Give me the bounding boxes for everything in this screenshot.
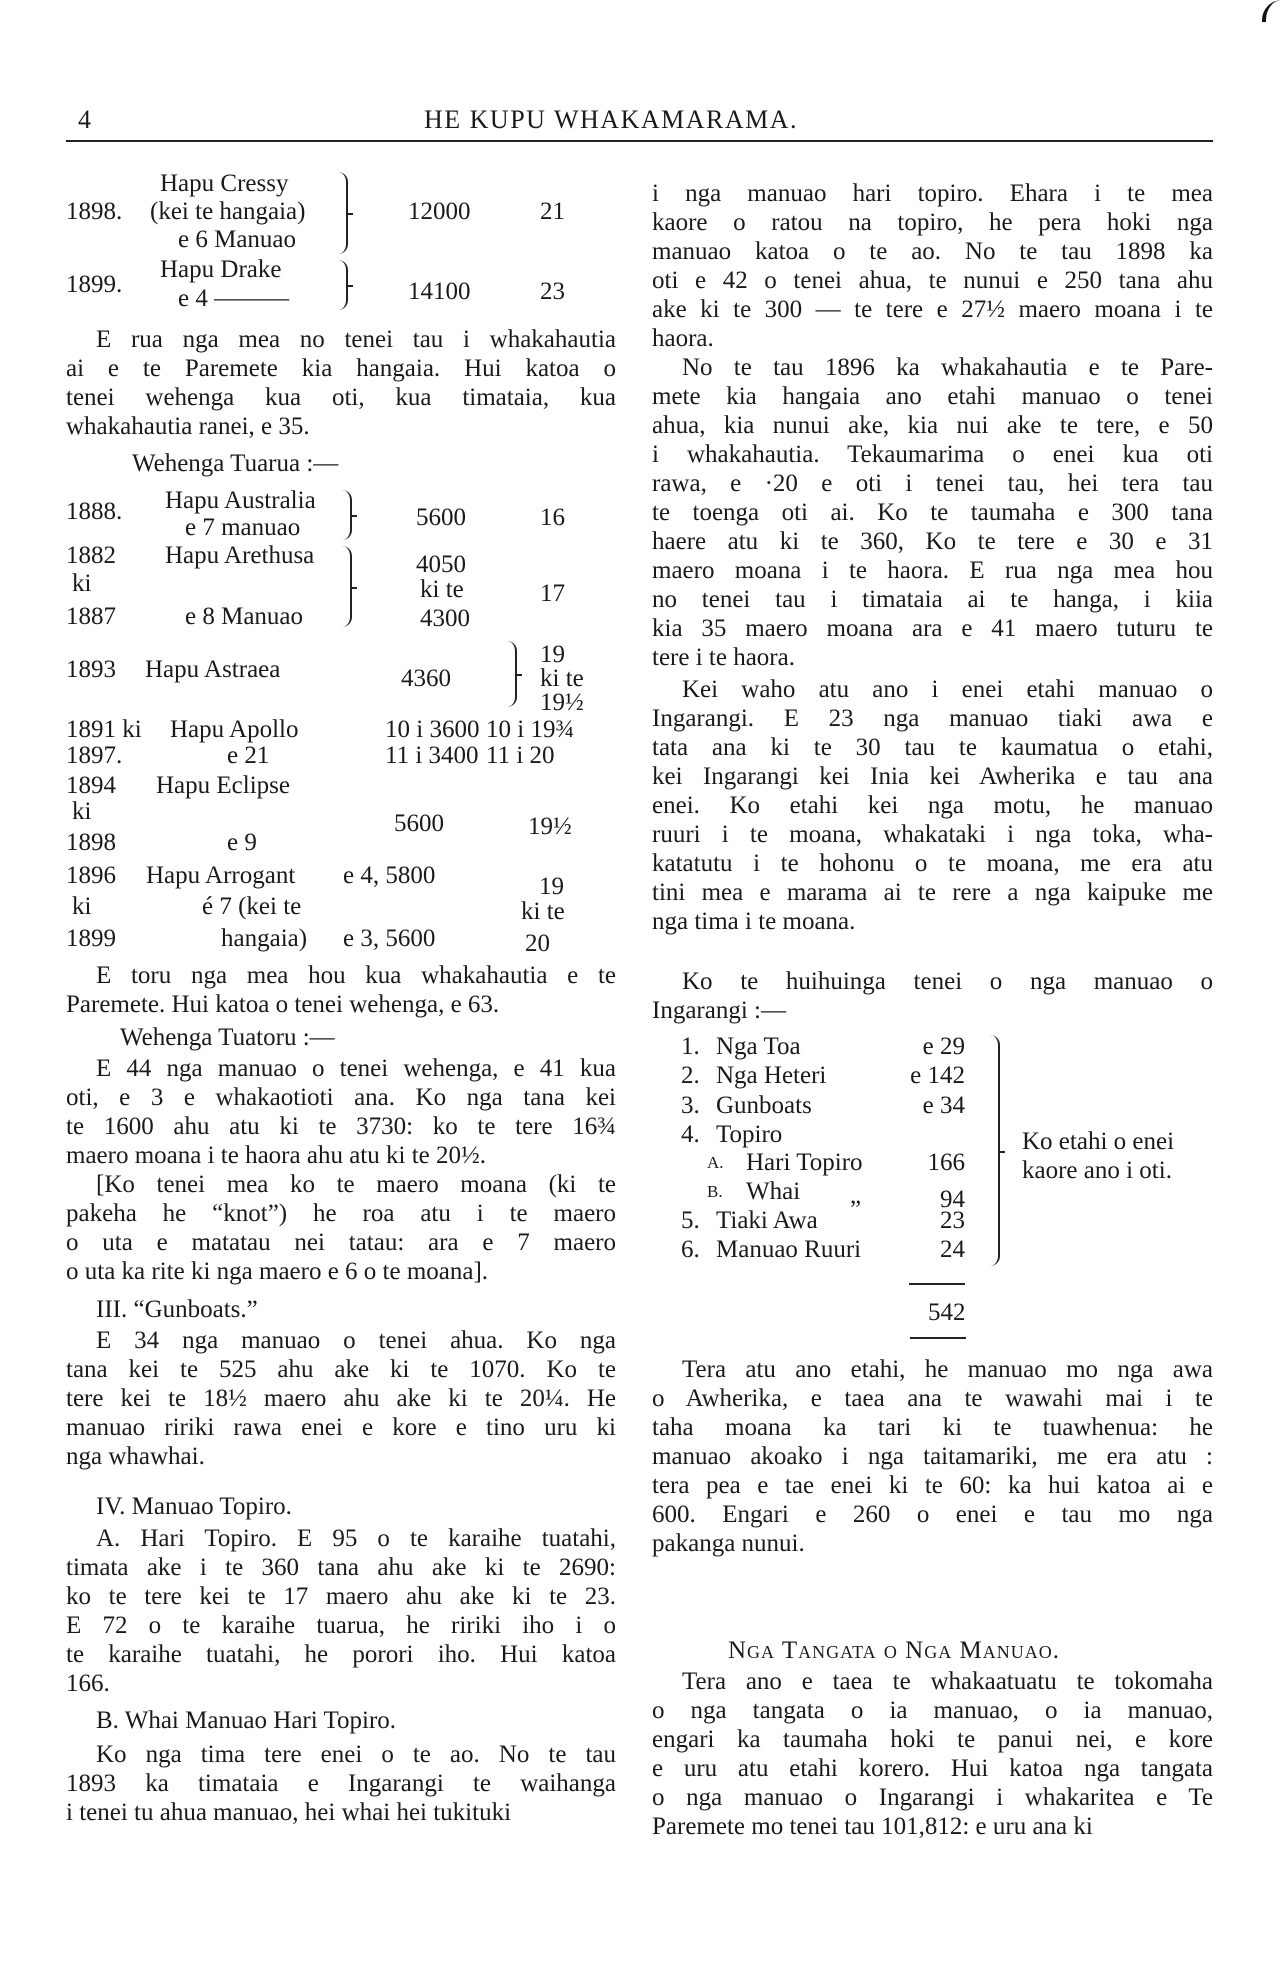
speed: 10 i 19¾ [486, 716, 575, 743]
speed-to: ki te [540, 665, 584, 692]
text-line: i tenei tu ahua manuao, hei whai hei tukituki [66, 1799, 512, 1826]
text-line: o nga tangata o ia manuao, o ia manuao, [652, 1697, 1213, 1724]
text-line: enei. Ko etahi kei nga motu, he manuao [652, 792, 1213, 819]
text-line: manuao katoa o te ao. No te tau 1898 ka [652, 238, 1213, 265]
speed-to: ki te [521, 898, 565, 925]
text-line: A. Hari Topiro. E 95 o te karaihe tuatahi, [96, 1525, 616, 1552]
tonnage: 5600 [416, 504, 466, 531]
text-line: nga tima i te moana. [652, 908, 856, 935]
speed: 16 [540, 504, 565, 531]
text-line: 166. [66, 1670, 110, 1697]
year: 1899 [66, 925, 116, 952]
text-line: Ko nga tima tere enei o te ao. No te tau [96, 1741, 616, 1768]
text-line: katatutu i te hohonu o te moana, me era atu [652, 850, 1213, 877]
brace [340, 546, 352, 627]
text-line: rawa, e ·20 e oti i tenei tau, hei tera tau [652, 470, 1213, 497]
year: 1888. [66, 498, 123, 525]
text-line: mete kia hangaia ano etahi manuao o tenei [652, 383, 1213, 410]
year: 1896 [66, 862, 116, 889]
text-line: E 44 nga manuao o tenei wehenga, e 41 kua [96, 1055, 616, 1082]
list-value: e 142 [910, 1062, 965, 1089]
paragraph [66, 325, 616, 441]
text-line: maero moana i te haora ahu atu ki te 20½. [66, 1142, 486, 1169]
text-line: timata ake i te 360 tana ahu ake ki te 2690: [66, 1554, 616, 1581]
text-line: tata ana ki te 30 tau te kaumatua o etahi, [652, 734, 1213, 761]
text-line: kaore o ratou na topiro, he pera hoki nga [652, 209, 1213, 236]
speed: 19 [539, 873, 564, 900]
year: 1882 [66, 542, 116, 569]
list-value: 166 [927, 1149, 965, 1176]
year: 1887 [66, 603, 116, 630]
list-label: Gunboats [716, 1092, 812, 1119]
list-number: 4. [681, 1121, 700, 1148]
list-value: 24 [940, 1236, 965, 1263]
class-name: Hapu Astraea [145, 656, 281, 683]
class-name: Hapu Arethusa [165, 542, 315, 569]
tonnage: 12000 [408, 198, 471, 225]
class-count: e 21 [227, 742, 270, 769]
text-line: haere atu ki te 360, Ko te tere e 30 e 31 [652, 528, 1213, 555]
paragraph [652, 675, 1213, 936]
text-line: o Awherika, e taea ana te wawahi mai i te [652, 1385, 1213, 1412]
speed: 19½ [528, 813, 572, 840]
text-line: te toenga oti ai. Ko te taumaha e 300 tana [652, 499, 1213, 526]
text-line: oti, e 3 e whakaotioti ana. Ko nga tana kei [66, 1084, 616, 1111]
text-line: te 1600 ahu atu ki te 3730: ko te tere 16¾ [66, 1113, 616, 1140]
list-label: Manuao Ruuri [716, 1236, 862, 1263]
class-note: (kei te hangaia) [150, 198, 306, 225]
list-number: 2. [681, 1062, 700, 1089]
paragraph [66, 1054, 616, 1170]
year-to: ki [72, 570, 92, 597]
paragraph [66, 1326, 616, 1471]
paragraph [66, 1740, 616, 1827]
text-line: 1893 ka timataia e Ingarangi te waihanga [66, 1770, 616, 1797]
list-label: Hari Topiro [746, 1149, 863, 1176]
list-number: 3. [681, 1092, 700, 1119]
text-line: o nga manuao o Ingarangi i whakaritea e Te [652, 1784, 1213, 1811]
text-line: tere i te haora. [652, 644, 795, 671]
year: 1893 [66, 656, 116, 683]
paragraph [652, 179, 1213, 353]
year: 1891 ki [66, 716, 142, 743]
text-line: E 72 o te karaihe tuarua, he ririki iho i o [66, 1612, 616, 1639]
header-rule [66, 140, 1213, 142]
text-line: o uta ka rite ki nga maero e 6 o te moana]. [66, 1258, 489, 1285]
page-number: 4 [78, 105, 93, 134]
text-line: engari ka taumaha hoki te panui nei, e kore [652, 1726, 1213, 1753]
class-name: Hapu Cressy [160, 170, 289, 197]
class-count: e 4 ——— [178, 285, 290, 312]
brace [336, 260, 348, 310]
brace [336, 172, 348, 254]
text-line: pakanga nunui. [652, 1530, 805, 1557]
year: 1899. [66, 271, 123, 298]
scan-edge-mark [1262, 0, 1280, 22]
section-heading-gunboats: III. “Gunboats.” [96, 1296, 258, 1323]
list-number: 1. [681, 1033, 700, 1060]
subsection-heading: B. Whai Manuao Hari Topiro. [96, 1707, 397, 1734]
tonnage: 4050 [416, 551, 466, 578]
text-line: kia 35 maero moana ara e 41 maero tuturu te [652, 615, 1213, 642]
paragraph [652, 353, 1213, 672]
text-line: e uru atu etahi korero. Hui katoa nga tangata [652, 1755, 1213, 1782]
tonnage: 4360 [401, 665, 451, 692]
text-line: [Ko tenei mea ko te maero moana (ki te [96, 1171, 616, 1198]
subheading-wehenga-tuatoru: Wehenga Tuatoru :— [120, 1024, 335, 1051]
year: 1897. [66, 742, 123, 769]
year: 1898. [66, 198, 123, 225]
text-line: Ingarangi. E 23 nga manuao tiaki awa e [652, 705, 1213, 732]
tonnage: 11 i 3400 [385, 742, 479, 769]
text-line: tini mea e marama ai te rere a nga kaipuke me [652, 879, 1213, 906]
list-label: Nga Toa [716, 1033, 801, 1060]
paragraph [652, 967, 1213, 1025]
class-count: é 7 (kei te [202, 893, 302, 920]
class-count: e 7 manuao [185, 514, 301, 541]
list-number: B. [707, 1182, 723, 1201]
tonnage-to: ki te [420, 576, 464, 603]
paragraph [66, 961, 616, 1019]
tonnage: e 3, 5600 [343, 925, 436, 952]
class-note: hangaia) [221, 925, 308, 952]
list-label: Tiaki Awa [716, 1207, 818, 1234]
text-line: Paremete. Hui katoa o tenei wehenga, e 63. [66, 991, 500, 1018]
text-line: Kei waho atu ano i enei etahi manuao o [682, 676, 1213, 703]
text-line: ruuri i te moana, whakataki i nga toka, wha- [652, 821, 1213, 848]
text-line: i nga manuao hari topiro. Ehara i te mea [652, 180, 1213, 207]
speed: 20 [525, 930, 550, 957]
tonnage: 5600 [394, 810, 444, 837]
speed: 17 [540, 580, 565, 607]
year-to: ki [72, 798, 92, 825]
total-rule [910, 1337, 966, 1339]
text-line: E 34 nga manuao o tenei ahua. Ko nga [96, 1327, 616, 1354]
text-line: tana kei te 525 ahu ake ki te 1070. Ko te [66, 1356, 616, 1383]
tonnage: 4300 [420, 605, 470, 632]
list-value: 94 [940, 1186, 965, 1213]
list-number: 6. [681, 1236, 700, 1263]
text-line: o uta e matatau nei tatau: ara e 7 maero [66, 1229, 616, 1256]
tonnage: 14100 [408, 278, 471, 305]
list-number: 5. [681, 1207, 700, 1234]
class-count: e 8 Manuao [185, 603, 304, 630]
class-name: Hapu Arrogant [146, 862, 296, 889]
text-line: Ko te huihuinga tenei o nga manuao o [682, 968, 1213, 995]
text-line: tera pea e tae enei ki te 60: ka hui katoa ai e [652, 1472, 1213, 1499]
text-line: kei Ingarangi kei Inia kei Awherika e tau ana [652, 763, 1213, 790]
summary-note: kaore ano i oti. [1022, 1157, 1172, 1184]
brace [988, 1035, 1000, 1266]
text-line: Tera atu ano etahi, he manuao mo nga awa [682, 1356, 1213, 1383]
list-label: Nga Heteri [716, 1062, 827, 1089]
speed: 19 [540, 641, 565, 668]
class-name: Hapu Apollo [170, 716, 299, 743]
class-name: Hapu Drake [160, 256, 282, 283]
list-value: e 29 [922, 1033, 965, 1060]
text-line: taha moana ka tari ki te tuawhenua: he [652, 1414, 1213, 1441]
text-line: pakeha he “knot”) he roa atu i te maero [66, 1200, 616, 1227]
list-value: e 34 [922, 1092, 965, 1119]
section-heading-topiro: IV. Manuao Topiro. [96, 1493, 292, 1520]
text-line: No te tau 1896 ka whakahautia e te Pare- [682, 354, 1213, 381]
text-line: whakahautia ranei, e 35. [66, 413, 310, 440]
text-line: te karaihe tuatahi, he porori iho. Hui katoa [66, 1641, 616, 1668]
list-value: 23 [940, 1207, 965, 1234]
text-line: haora. [652, 325, 714, 352]
text-line: Tera ano e taea te whakaatuatu te tokomaha [682, 1668, 1213, 1695]
running-title: HE KUPU WHAKAMARAMA. [424, 105, 799, 134]
brace [505, 641, 517, 707]
class-name: Hapu Eclipse [156, 772, 290, 799]
list-number: A. [707, 1153, 724, 1172]
text-line: tere kei te 18½ maero ahu ake ki te 20¼. He [66, 1385, 616, 1412]
year: 1898 [66, 829, 116, 856]
ditto-mark: „ [850, 1182, 862, 1209]
speed: 21 [540, 198, 565, 225]
paragraph [652, 1355, 1213, 1558]
text-line: nga whawhai. [66, 1443, 205, 1470]
text-line: tenei wehenga kua oti, kua timataia, kua [66, 384, 616, 411]
year: 1894 [66, 772, 116, 799]
text-line: maero moana i te haora. E rua nga mea hou [652, 557, 1213, 584]
paragraph [66, 1524, 616, 1698]
text-line: E toru nga mea hou kua whakahautia e te [96, 962, 616, 989]
text-line: ahua, kia nunui ake, kia nui ake te tere, e 50 [652, 412, 1213, 439]
text-line: Ingarangi :— [652, 997, 786, 1024]
text-line: ai e te Paremete kia hangaia. Hui katoa o [66, 355, 616, 382]
text-line: manuao akoako i nga taitamariki, me era atu : [652, 1443, 1213, 1470]
section-heading-crew: Nga Tangata o Nga Manuao. [728, 1637, 1060, 1664]
text-line: ake ki te 300 — te tere e 27½ maero moana i te [652, 296, 1213, 323]
speed: 19½ [540, 689, 584, 716]
speed: 11 i 20 [486, 742, 555, 769]
summary-note: Ko etahi o enei [1022, 1128, 1175, 1155]
fleet-total: 542 [928, 1299, 966, 1326]
text-line: ko te tere kei te 17 maero ahu ake ki te 23. [66, 1583, 616, 1610]
speed: 23 [540, 278, 565, 305]
tonnage: e 4, 5800 [343, 862, 436, 889]
text-line: no tenei tau i timataia ai te hanga, i kiia [652, 586, 1213, 613]
total-rule [909, 1283, 965, 1285]
tonnage: 10 i 3600 [385, 716, 480, 743]
text-line: Paremete mo tenei tau 101,812: e uru ana ki [652, 1813, 1093, 1840]
list-label: Topiro [716, 1121, 783, 1148]
year-to: ki [72, 893, 92, 920]
paragraph-note [66, 1170, 616, 1286]
list-label: Whai [746, 1178, 801, 1205]
text-line: manuao ririki rawa enei e kore e tino uru ki [66, 1414, 616, 1441]
class-count: e 6 Manuao [178, 226, 297, 253]
class-name: Hapu Australia [165, 487, 316, 514]
subheading-wehenga-tuarua: Wehenga Tuarua :— [132, 450, 339, 477]
brace [340, 490, 352, 540]
class-count: e 9 [227, 829, 257, 856]
text-line: E rua nga mea no tenei tau i whakahautia [96, 326, 616, 353]
text-line: oti e 42 o tenei ahua, te nunui e 250 tana ahu [652, 267, 1213, 294]
text-line: 600. Engari e 260 o enei e tau mo nga [652, 1501, 1213, 1528]
paragraph [652, 1667, 1213, 1841]
text-line: i whakahautia. Tekaumarima o enei kua oti [652, 441, 1213, 468]
